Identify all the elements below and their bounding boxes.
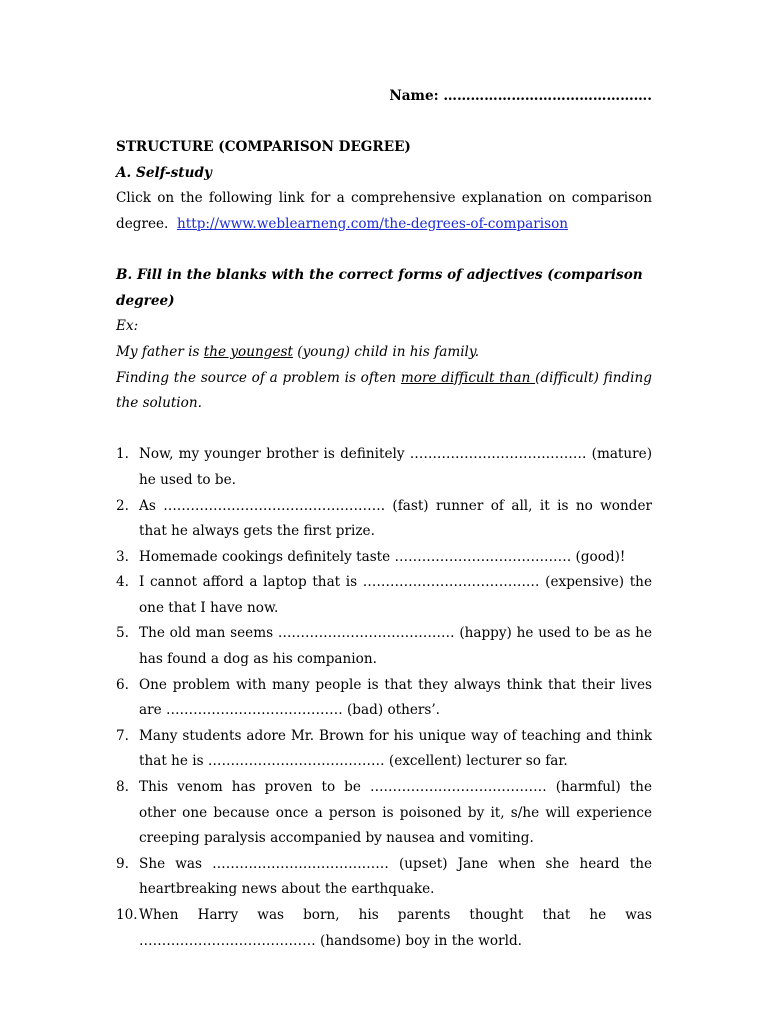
list-item	[116, 494, 652, 545]
item-number: 10.	[116, 907, 138, 923]
item-text: Many students adore Mr. Brown for his unique way of teaching and think that he is ………………………………… (excellent) lecturer so far.	[139, 727, 652, 770]
example-2-post: (difficult) finding the solution.	[116, 369, 652, 412]
item-text: Homemade cookings definitely taste ………………………………… (good)!	[139, 548, 626, 565]
list-item	[116, 903, 652, 954]
section-a-text	[116, 186, 652, 237]
item-text: Now, my younger brother is definitely ………………………………… (mature) he used to be.	[139, 446, 652, 488]
name-label: Name:	[389, 88, 439, 104]
item-text: As …………………………………………. (fast) runner of all, it is no wonder that he always gets the first prize.	[139, 497, 652, 540]
page-title: STRUCTURE (COMPARISON DEGREE)	[116, 139, 411, 156]
item-number: 3.	[116, 548, 129, 565]
item-text: I cannot afford a laptop that is ………………………………… (expensive) the one that I have now.	[139, 574, 652, 616]
item-text: She was ………………………………… (upset) Jane when she heard the heartbreaking news about the earthquake.	[139, 855, 652, 898]
section-a-instruction: Click on the following link for a comprehensive explanation on comparison degree.	[116, 190, 652, 232]
item-text: One problem with many people is that they always think that their lives are ………………………………… (bad) others’.	[139, 676, 652, 719]
example-label: Ex:	[116, 318, 139, 335]
list-item	[116, 724, 652, 775]
list-item	[116, 852, 652, 903]
list-item	[116, 621, 652, 672]
list-item	[116, 545, 652, 571]
example-2-pre: Finding the source of a problem is often	[116, 369, 401, 386]
list-item	[116, 570, 652, 621]
item-text: When Harry was born, his parents thought that he was ………………………………… (handsome) boy in the world.	[139, 907, 652, 949]
section-b-heading: B. Fill in the blanks with the correct forms of adjectives (comparison degree)	[116, 267, 643, 309]
example-2	[116, 366, 652, 417]
name-line	[116, 84, 652, 110]
list-item	[116, 775, 652, 852]
example-2-answer: more difficult than	[400, 369, 536, 386]
section-a-heading: A. Self-study	[116, 164, 212, 181]
worksheet	[116, 84, 652, 954]
item-text: This venom has proven to be ………………………………… (harmful) the other one because once a person is poisoned by it, s/he will experience creeping paralysis accompanied by nausea and vomiting.	[139, 779, 652, 847]
comparison-link[interactable]: http://www.weblearneng.com/the-degrees-of-comparison	[177, 215, 569, 232]
item-number: 1.	[116, 446, 129, 463]
name-blank: ……………………………………….	[443, 88, 652, 104]
item-number: 2.	[116, 497, 129, 514]
example-1-pre: My father is	[116, 343, 204, 360]
list-item	[116, 442, 652, 493]
exercise-list	[116, 442, 652, 954]
item-number: 4.	[116, 574, 129, 591]
item-number: 7.	[116, 727, 129, 744]
item-number: 6.	[116, 676, 129, 693]
item-number: 8.	[116, 779, 129, 796]
item-text: The old man seems ………………………………… (happy) he used to be as he has found a dog as his companion.	[139, 625, 652, 668]
example-1-post: (young) child in his family.	[292, 343, 480, 360]
item-number: 9.	[116, 855, 129, 872]
example-1	[116, 340, 652, 366]
list-item	[116, 673, 652, 724]
item-number: 5.	[116, 625, 129, 642]
example-1-answer: the youngest	[203, 343, 293, 360]
